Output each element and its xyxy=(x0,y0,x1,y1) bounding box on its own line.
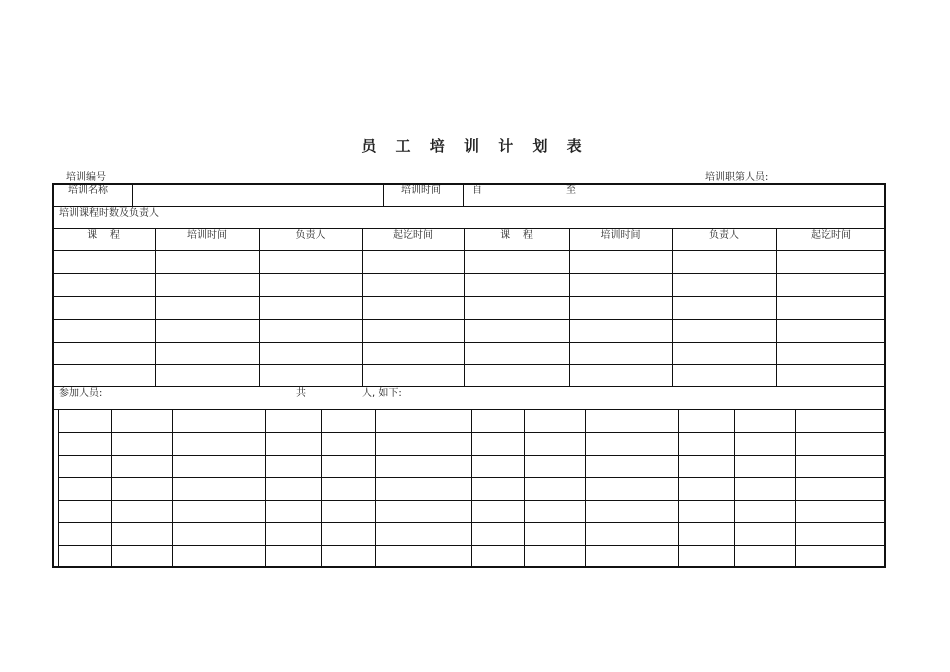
training-code-label: 培训编号 xyxy=(66,172,106,183)
training-time-label: 培训时间 xyxy=(401,185,441,196)
row-divider xyxy=(52,409,886,410)
header-responsible: 负责人 xyxy=(295,230,326,241)
row-divider xyxy=(52,206,886,207)
row-divider xyxy=(52,319,886,320)
courses-section-label: 培训课程时数及负责人 xyxy=(59,208,159,219)
form-title: 员 工 培 训 计 划 表 xyxy=(361,137,589,155)
column-divider xyxy=(375,409,376,566)
row-divider xyxy=(52,228,886,229)
row-divider xyxy=(58,500,886,501)
header-course: 课 程 xyxy=(87,230,120,241)
header-training-time: 培训时间 xyxy=(600,230,641,241)
column-divider xyxy=(678,409,679,566)
training-name-label: 培训名称 xyxy=(68,185,108,196)
divider xyxy=(383,183,384,206)
row-divider xyxy=(58,522,886,523)
divider xyxy=(463,183,464,206)
column-divider xyxy=(265,409,266,566)
to-label: 至 xyxy=(566,185,576,196)
column-divider xyxy=(155,228,156,386)
header-training-time: 培训时间 xyxy=(187,230,227,241)
column-divider xyxy=(259,228,260,386)
participants-total-label: 共 xyxy=(296,388,306,399)
header-period: 起讫时间 xyxy=(811,230,851,241)
column-divider xyxy=(321,409,322,566)
row-divider xyxy=(52,342,886,343)
column-divider xyxy=(585,409,586,566)
column-divider xyxy=(172,409,173,566)
row-divider xyxy=(52,273,886,274)
row-divider xyxy=(52,296,886,297)
participants-label: 参加人员: xyxy=(59,388,103,399)
from-label: 自 xyxy=(472,185,482,196)
header-period: 起讫时间 xyxy=(393,230,433,241)
row-divider xyxy=(52,364,886,365)
row-divider xyxy=(58,545,886,546)
column-divider xyxy=(471,409,472,566)
header-course: 课 程 xyxy=(500,230,533,241)
column-divider xyxy=(734,409,735,566)
column-divider xyxy=(524,409,525,566)
header-responsible: 负责人 xyxy=(709,230,739,241)
row-divider xyxy=(52,250,886,251)
column-divider xyxy=(776,228,777,386)
row-divider xyxy=(58,432,886,433)
row-divider xyxy=(58,455,886,456)
column-divider xyxy=(672,228,673,386)
participants-count-suffix: 人, 如下: xyxy=(362,388,402,399)
frame-bottom xyxy=(52,566,886,568)
column-divider xyxy=(795,409,796,566)
row-divider xyxy=(52,386,886,387)
training-plan-table xyxy=(52,183,886,567)
column-divider xyxy=(569,228,570,386)
column-divider xyxy=(111,409,112,566)
frame-top xyxy=(52,183,886,185)
column-divider xyxy=(464,228,465,386)
divider xyxy=(132,183,133,206)
training-staff-label: 培训职第人员: xyxy=(705,172,769,183)
row-divider xyxy=(58,477,886,478)
column-divider xyxy=(362,228,363,386)
